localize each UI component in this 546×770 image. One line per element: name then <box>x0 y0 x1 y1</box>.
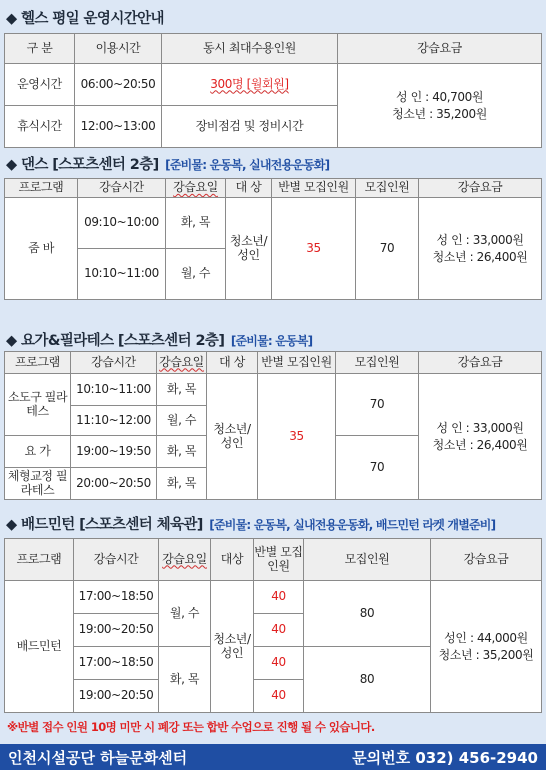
class-capacity: 40 <box>254 680 304 713</box>
footer-bar <box>0 744 546 770</box>
class-days: 월, 수 <box>157 406 207 436</box>
class-days: 월, 수 <box>166 249 226 300</box>
header-fee: 강습요금 <box>419 179 542 198</box>
header-program: 프로그램 <box>5 539 74 581</box>
program-name: 요 가 <box>5 436 71 468</box>
class-days: 화, 목 <box>157 468 207 500</box>
program-name: 배드민턴 <box>5 581 74 713</box>
gym-hours-table <box>4 33 542 148</box>
class-time: 19:00~20:50 <box>74 680 159 713</box>
header-target: 대 상 <box>207 352 258 374</box>
class-days: 화, 목 <box>159 647 211 713</box>
header-time: 강습시간 <box>78 179 166 198</box>
contact-number: 문의번호 032) 456-2940 <box>352 749 538 767</box>
class-capacity: 40 <box>254 647 304 680</box>
header-target: 대상 <box>211 539 254 581</box>
badminton-fee: 성인 : 44,000원 청소년 : 35,200원 <box>431 581 542 713</box>
section-title-gym: ◆ 헬스 평일 운영시간안내 <box>6 11 164 27</box>
total-capacity: 70 <box>336 374 419 436</box>
header-total: 모집인원 <box>356 179 419 198</box>
badminton-table <box>4 538 542 713</box>
header-target: 대 상 <box>226 179 272 198</box>
yoga-fee: 성 인 : 33,000원 청소년 : 26,400원 <box>419 374 542 500</box>
program-name: 줌 바 <box>5 198 78 300</box>
class-capacity: 35 <box>258 374 336 500</box>
program-name: 소도구 필라테스 <box>5 374 71 436</box>
class-days: 화, 목 <box>157 436 207 468</box>
header-class-capacity: 반별 모집인원 <box>272 179 356 198</box>
class-days: 화, 목 <box>157 374 207 406</box>
class-capacity: 40 <box>254 614 304 647</box>
target: 청소년/ 성인 <box>226 198 272 300</box>
section-title-dance: ◆ 댄스 [스포츠센터 2층] [준비물: 운동복, 실내전용운동화] <box>6 157 330 173</box>
cancellation-warning: ※반별 접수 인원 10명 미만 시 폐강 또는 합반 수업으로 진행 될 수 있습니다. <box>7 720 375 734</box>
row-label: 운영시간 <box>5 64 75 106</box>
target: 청소년/ 성인 <box>211 581 254 713</box>
header-class-capacity: 반별 모집인원 <box>254 539 304 581</box>
class-time: 11:10~12:00 <box>71 406 157 436</box>
dance-fee: 성 인 : 33,000원 청소년 : 26,400원 <box>419 198 542 300</box>
total-capacity: 70 <box>336 436 419 500</box>
class-time: 10:10~11:00 <box>71 374 157 406</box>
total-capacity: 80 <box>304 647 431 713</box>
total-capacity: 70 <box>356 198 419 300</box>
class-days: 화, 목 <box>166 198 226 249</box>
gym-fee: 성 인 : 40,700원 청소년 : 35,200원 <box>338 64 542 148</box>
header-time: 강습시간 <box>71 352 157 374</box>
header-time: 이용시간 <box>75 34 162 64</box>
class-time: 10:10~11:00 <box>78 249 166 300</box>
target: 청소년/ 성인 <box>207 374 258 500</box>
dance-table <box>4 178 542 300</box>
class-time: 19:00~19:50 <box>71 436 157 468</box>
header-capacity: 동시 최대수용인원 <box>162 34 338 64</box>
header-days: 강습요일 <box>159 539 211 581</box>
header-total: 모집인원 <box>304 539 431 581</box>
class-days: 월, 수 <box>159 581 211 647</box>
header-fee: 강습요금 <box>419 352 542 374</box>
header-class-capacity: 반별 모집인원 <box>258 352 336 374</box>
row-time: 06:00~20:50 <box>75 64 162 106</box>
header-time: 강습시간 <box>74 539 159 581</box>
row-label: 휴식시간 <box>5 106 75 148</box>
class-capacity: 40 <box>254 581 304 614</box>
header-category: 구 분 <box>5 34 75 64</box>
class-time: 09:10~10:00 <box>78 198 166 249</box>
header-total: 모집인원 <box>336 352 419 374</box>
header-days: 강습요일 <box>157 352 207 374</box>
total-capacity: 80 <box>304 581 431 647</box>
header-fee: 강습요금 <box>431 539 542 581</box>
yoga-table <box>4 351 542 500</box>
organization-name: 인천시설공단 하늘문화센터 <box>8 749 188 767</box>
header-program: 프로그램 <box>5 352 71 374</box>
class-time: 17:00~18:50 <box>74 581 159 614</box>
program-name: 체형교정 필라테스 <box>5 468 71 500</box>
section-title-badminton: ◆ 배드민턴 [스포츠센터 체육관] [준비물: 운동복, 실내전용운동화, 배드민턴 라켓 개별준비] <box>6 517 496 533</box>
class-capacity: 35 <box>272 198 356 300</box>
row-time: 12:00~13:00 <box>75 106 162 148</box>
class-time: 19:00~20:50 <box>74 614 159 647</box>
section-title-yoga: ◆ 요가&필라테스 [스포츠센터 2층] [준비물: 운동복] <box>6 333 313 349</box>
class-time: 17:00~18:50 <box>74 647 159 680</box>
max-capacity: 300명 [월회원] <box>162 64 338 106</box>
header-program: 프로그램 <box>5 179 78 198</box>
maintenance-note: 장비점검 및 정비시간 <box>162 106 338 148</box>
class-time: 20:00~20:50 <box>71 468 157 500</box>
header-days: 강습요일 <box>166 179 226 198</box>
header-fee: 강습요금 <box>338 34 542 64</box>
